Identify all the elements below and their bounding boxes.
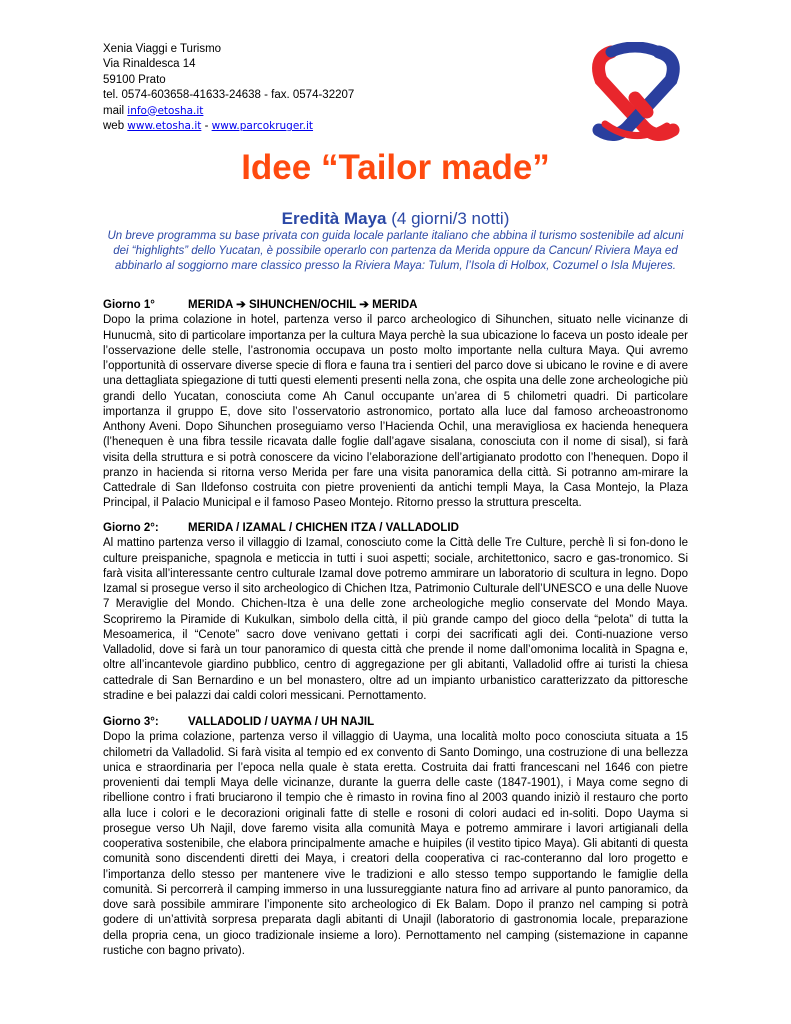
day-route: MERIDA ➔ SIHUNCHEN/OCHIL ➔ MERIDA [188,299,418,311]
web-separator: - [201,120,212,133]
day-heading [103,715,688,730]
mail-label: mail [103,104,128,117]
tour-subtitle [0,208,791,230]
web-label: web [103,120,128,133]
day-label: Giorno 2°: [103,522,159,534]
day-heading [103,298,688,313]
day-description: Dopo la prima colazione, partenza verso il villaggio di Uayma, una località molto poco conosciuta situata a 15 chilometri da Valladolid. Si farà visita al tempio ed ex convento di Santo Domingo, una costruzione di una bellezza unica e straordinaria per l’epoca nella quale è stata eretta. Costruita dai fratti francescani nel 1646 con pietre provenienti dai templi Maya delle vicinanze, durante la guerra delle caste (1847-1901), i Maya come segno di ribellione contro i frati bruciarono il tempio che è rimasto in rovina fino al 2003 quando iniziò il restauro che porto alla luce i colori e le decorazioni originali fatte di stelle e rosoni di colori audaci ed in-soliti. Dopo Uayma si prosegue verso Uh Najil, dove faremo visita alla comunità Maya e potremo ammirare i lavori artigianali della cooperativa sostenibile, che elabora principalmente amache e huipiles (il vestito tipico Maya). Gli abitanti di questa comunità sono discendenti diretti dei Maya, i creatori della cooperativa ci rac-conteranno dal loro progetto e l’importanza dello stesso per mantenere vive le tradizioni e allo stesso tempo supportando le famiglie della comunità. Si percorrerà il camping immerso in una lussureggiante natura fino ad arrivare al punto panoramico, da dove sarà possibile ammirare l’imponente sito archeologico di Ek Balam. Dopo il pranzo nel camping si potrà godere di un’attività sorpresa preparata dagli abitanti di Unajil (laboratorio di gastronomia locale, preparazione della propria cena, un gioco tradizionale insieme a loro). Pernottamento nel camping (sistemazione in capanne rustiche con bagno privato). [103,731,688,957]
day-description: Al mattino partenza verso il villaggio di Izamal, conosciuto come la Città delle Tre Culture, perchè lì si fon-dono le culture preispaniche, spagnola e meticcia in tutti i suoi aspetti; sociale, architettonico, sacro e gas-tronomico. Si farà visita all’interessante centro culturale Izamal dove potremo ammirare un laboratorio di scultura in legno. Dopo Izamal si prosegue verso il sito archeologico di Chichen Itza, Patrimonio Culturale dell’UNESCO e una delle Nuove 7 Meraviglie del Mondo. Chichen-Itza è una delle zone archeologiche meglio conservate del Mondo Maya. Scopriremo la Piramide di Kukulkan, simbolo della città, il più grande campo del gioco della “pelota” di tutta la Mesoamerica, il “Cenote” sacro dove venivano gettati i corpi dei sacrificati agli dei. Conti-nuazione verso Valladolid, dove si farà un tour panoramico di questa città che prende il nome dall’omonima località in Spagna e, oltre all’incantevole giardino pubblico, centro di aggregazione per gli abitanti, Valladolid offre ai turisti la chiesa cattedrale di San Bernardino e un bel monastero, oltre ad un impianto urbanistico caratterizzato da pittoresche stradine e bei palazzi dai caldi colori messicani. Pernottamento. [103,537,688,702]
agency-city: 59100 Prato [103,73,166,86]
page-title: Idee “Tailor made” [241,148,550,187]
agency-mail-line [103,104,354,119]
mail-link[interactable]: info@etosha.it [127,104,204,117]
intro-paragraph: Un breve programma su base privata con guida locale parlante italiano che abbina il turismo sostenibile ad alcuni dei “highlights” dello Yucatan, è possibile operarlo con partenza da Merida oppure da Cancun/ Riviera Maya ed abbinarlo al soggiorno mare classico presso la Riviera Maya: Tulum, l’Isola di Holbox, Cozumel o Isla Mujeres. [107,230,684,273]
agency-address [103,42,354,134]
day-label: Giorno 1° [103,299,155,311]
web-link-parcokruger[interactable]: www.parcokruger.it [211,120,314,133]
web-link-etosha[interactable]: www.etosha.it [127,120,202,133]
day-route: MERIDA / IZAMAL / CHICHEN ITZA / VALLADOLID [188,522,459,534]
tour-duration: (4 giorni/3 notti) [386,209,510,228]
day-route: VALLADOLID / UAYMA / UH NAJIL [188,716,375,728]
tour-name: Eredità Maya [281,209,387,228]
agency-name: Xenia Viaggi e Turismo [103,43,222,55]
day-label: Giorno 3°: [103,716,159,728]
agency-street: Via Rinaldesca 14 [103,58,196,71]
agency-phones: tel. 0574-603658-41633-24638 - fax. 0574-32207 [103,89,355,102]
day-description: Dopo la prima colazione in hotel, partenza verso il parco archeologico di Sihunchen, situato nelle vicinanze di Hunucmà, sito di particolare importanza per la cultura Maya perchè la sua ubicazione lo faceva un posto ideale per l’osservazione delle stelle, l’astronomia occupava un posto molto importante nella cultura Maya. Qui avremo l’opportunità di osservare diverse specie di flora e fauna tra i sentieri del parco dove si ubicano le rovine e di avere una dettagliata spiegazione di tutti questi elementi presenti nella zona, che ospita una delle zone archeologiche più grandi dello Yucatan, conosciuta come Ah Canul occupante un’area di 5 chilometri quadri. Di particolare importanza il gruppo E, dove sito l’osservatorio astronomico, portato alla luce dal famoso archeoastronomo Anthony Aveni. Dopo Sihunchen proseguiamo verso l’Hacienda Ochil, una meravigliosa ex hacienda henequera (l’henequen è una fibra tessile ricavata dalle foglie dall’agave sisalana, conosciuta con il nome di sisal), si farà visita della struttura e si potrà conoscere da vicino l’elaborazione dell’artigianato prodotto con l’henequen. Dopo il pranzo in hacienda si ritorna verso Merida per fare una visita panoramica della città. Si potranno am-mirare la Cattedrale di San Ildefonso costruita con pietre provenienti da antichi templi Maya, la Casa Montejo, la Plaza Principal, il Palacio Municipal e il famoso Paseo Montejo. Ritorno presso la struttura prescelta. [103,314,688,510]
day-heading [103,521,688,536]
day-section-1 [103,298,688,512]
day-section-3 [103,715,688,959]
agency-web-line [103,119,354,134]
day-section-2 [103,521,688,704]
interlocked-rings-logo-icon [585,42,685,142]
